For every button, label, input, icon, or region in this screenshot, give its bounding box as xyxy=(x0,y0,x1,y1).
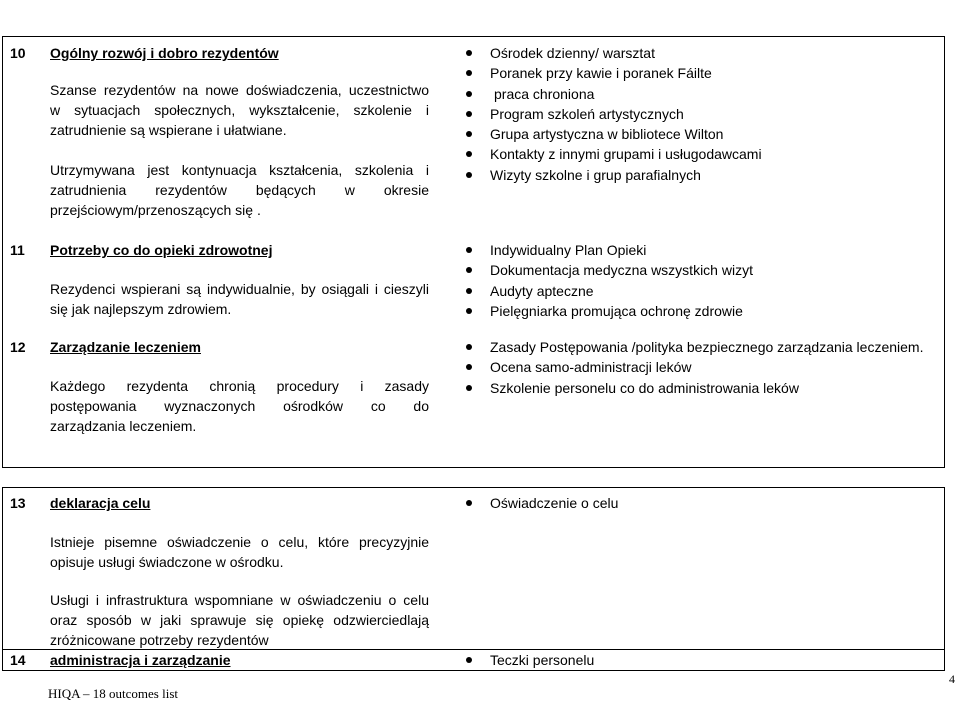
outcome-description xyxy=(50,376,429,436)
outcome-number: 13 xyxy=(10,495,26,511)
list-item-label: Ośrodek dzienny/ warsztat xyxy=(490,45,655,61)
text-line: w sytuacjach społecznych, wykształcenie, szkolenie i xyxy=(50,102,429,118)
list-item-label: Wizyty szkolne i grup parafialnych xyxy=(490,166,701,183)
evidence-list xyxy=(466,493,618,513)
outcome-title: deklaracja celu xyxy=(50,495,151,511)
list-item xyxy=(466,260,753,280)
table-border-right xyxy=(944,36,945,467)
text-line: się jak najlepszym zdrowiem. xyxy=(50,301,232,317)
text-line: Rezydenci wspierani są indywidualnie, by osiągali i cieszyli xyxy=(50,281,429,297)
bullet-icon xyxy=(466,267,472,273)
list-item-label: Grupa artystyczna w bibliotece Wilton xyxy=(490,126,724,143)
list-item-label: Program szkoleń artystycznych xyxy=(490,105,684,122)
list-item xyxy=(466,165,762,185)
table-border xyxy=(2,467,945,468)
list-item-label: praca chroniona xyxy=(494,85,595,102)
list-item-label: Oświadczenie o celu xyxy=(490,495,619,511)
outcome-number: 10 xyxy=(10,45,26,61)
list-item xyxy=(466,301,753,321)
bullet-icon xyxy=(466,385,472,391)
list-item xyxy=(466,240,753,260)
list-item xyxy=(466,337,923,357)
bullet-icon xyxy=(466,111,472,117)
list-item xyxy=(466,124,762,144)
list-item xyxy=(466,357,923,377)
list-item xyxy=(466,378,923,398)
text-line: zatrudnienie są wspierane i ułatwiane. xyxy=(50,122,287,138)
evidence-list xyxy=(466,650,594,670)
list-item-label: Teczki personelu xyxy=(490,652,595,668)
evidence-list xyxy=(466,43,762,185)
outcome-description xyxy=(50,590,429,650)
outcome-description xyxy=(50,80,429,140)
footer-document-label: HIQA – 18 outcomes list xyxy=(48,686,178,701)
outcome-number: 14 xyxy=(10,652,26,668)
text-line: Szanse rezydentów na nowe doświadczenia, uczestnictwo xyxy=(50,82,429,98)
bullet-icon xyxy=(466,500,472,506)
outcome-number: 11 xyxy=(10,242,25,258)
list-item xyxy=(466,650,594,670)
outcome-title: Zarządzanie leczeniem xyxy=(50,339,201,355)
bullet-icon xyxy=(466,50,472,56)
outcome-description xyxy=(50,160,429,220)
table-border-top xyxy=(2,36,945,37)
table-border xyxy=(2,487,945,488)
text-line: przejściowym/przenoszących się . xyxy=(50,202,261,218)
bullet-icon xyxy=(466,70,472,76)
text-line: Każdego rezydenta chronią procedury i zasady xyxy=(50,378,429,394)
outcome-title: administracja i zarządzanie xyxy=(50,652,231,668)
text-line: zróżnicowane potrzeby rezydentów xyxy=(50,632,269,648)
text-line: Utrzymywana jest kontynuacja kształcenia, szkolenia i xyxy=(50,162,429,178)
text-line: postępowania wyznaczonych ośrodków co do xyxy=(50,398,429,414)
list-item xyxy=(466,84,762,104)
list-item-label: Poranek przy kawie i poranek Fáilte xyxy=(490,65,712,82)
outcome-title: Potrzeby co do opieki zdrowotnej xyxy=(50,242,273,258)
text-line: zatrudnienia rezydentów będących w okresie xyxy=(50,182,429,198)
list-item-label: Kontakty z innymi grupami i usługodawcami xyxy=(490,146,762,163)
table-border-right xyxy=(944,487,945,670)
bullet-icon xyxy=(466,308,472,314)
bullet-icon xyxy=(466,247,472,253)
bullet-icon xyxy=(466,344,472,350)
text-line: oraz sposób w jaki sprawuje się opiekę odzwierciedlają xyxy=(50,612,429,628)
text-line: zarządzania leczeniem. xyxy=(50,418,197,434)
text-line: Istnieje pisemne oświadczenie o celu, które precyzyjnie xyxy=(50,534,429,550)
outcome-description xyxy=(50,532,429,572)
outcome-description xyxy=(50,279,429,319)
bullet-icon xyxy=(466,131,472,137)
outcome-title: Ogólny rozwój i dobro rezydentów xyxy=(50,45,279,61)
list-item-label: Zasady Postępowania /polityka bezpiecznego zarządzania leczeniem. xyxy=(490,339,924,355)
list-item-label: Dokumentacja medyczna wszystkich wizyt xyxy=(490,262,753,279)
bullet-icon xyxy=(466,151,472,157)
list-item xyxy=(466,493,618,513)
outcome-number: 12 xyxy=(10,339,26,355)
list-item xyxy=(466,63,762,83)
list-item-label: Ocena samo-administracji leków xyxy=(490,359,692,376)
bullet-icon xyxy=(466,657,472,663)
list-item-label: Audyty apteczne xyxy=(490,282,594,299)
bullet-icon xyxy=(466,288,472,294)
page-number: 4 xyxy=(949,672,955,686)
evidence-list xyxy=(466,240,753,321)
bullet-icon xyxy=(466,364,472,370)
text-line: opisuje usługi świadczone w ośrodku. xyxy=(50,554,284,570)
table-border-left xyxy=(2,36,3,467)
list-item-label: Indywidualny Plan Opieki xyxy=(490,242,647,258)
bullet-icon xyxy=(466,91,472,97)
list-item-label: Pielęgniarka promująca ochronę zdrowie xyxy=(490,302,743,319)
list-item-label: Szkolenie personelu co do administrowania leków xyxy=(490,379,799,396)
list-item xyxy=(466,43,762,63)
evidence-list xyxy=(466,337,923,398)
list-item xyxy=(466,104,762,124)
list-item xyxy=(466,281,753,301)
bullet-icon xyxy=(466,172,472,178)
list-item xyxy=(466,144,762,164)
text-line: Usługi i infrastruktura wspomniane w oświadczeniu o celu xyxy=(50,592,429,608)
table-border-left xyxy=(2,487,3,670)
